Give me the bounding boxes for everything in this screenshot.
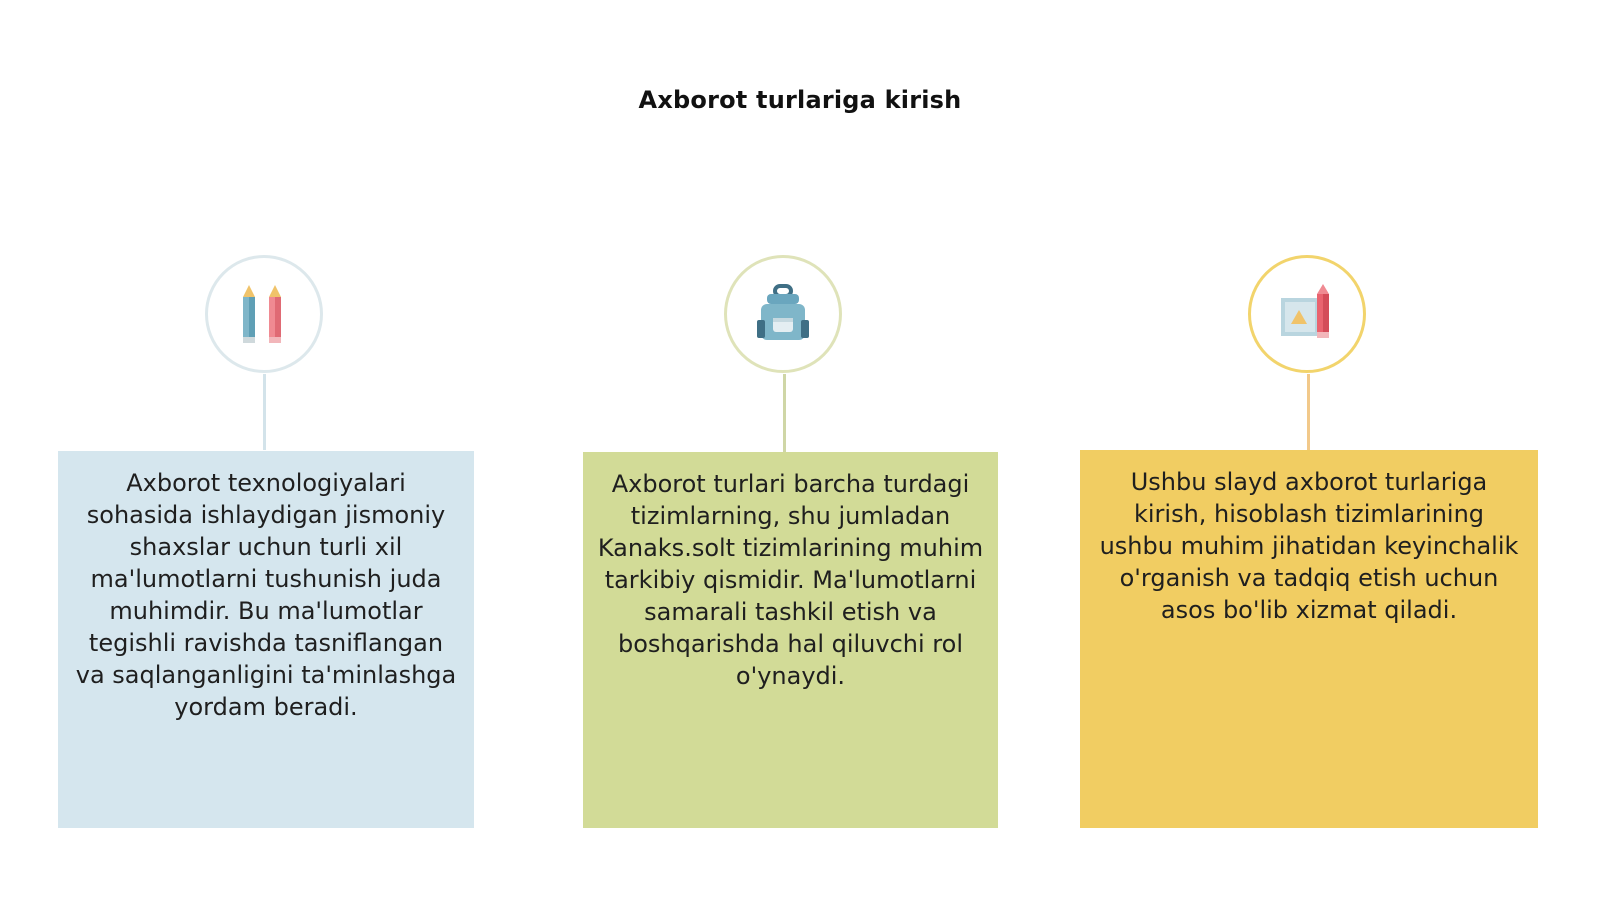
pencils-icon [239,283,289,345]
info-card-2: Axborot turlari barcha turdagi tizimlarning, shu jumladan Kanaks.solt tizimlarining muhim tarkibiy qismidir. Ma'lumotlarni samarali tashkil etish va boshqarishda hal qiluvchi rol o'ynaydi. [583,452,998,828]
icon-circle-2 [724,255,842,373]
connector-line-1 [263,374,266,450]
icon-circle-3 [1248,255,1366,373]
slide-title: Axborot turlariga kirish [638,86,962,114]
info-card-3: Ushbu slayd axborot turlariga kirish, hisoblash tizimlarining ushbu muhim jihatidan keyinchalik o'rganish va tadqiq etish uchun asos bo'lib xizmat qiladi. [1080,450,1538,828]
picture-pencil-icon [1277,284,1337,344]
connector-line-3 [1307,374,1310,450]
connector-line-2 [783,374,786,452]
icon-circle-1 [205,255,323,373]
backpack-icon [753,284,813,344]
info-card-1: Axborot texnologiyalari sohasida ishlaydigan jismoniy shaxslar uchun turli xil ma'lumotlarni tushunish juda muhimdir. Bu ma'lumotlar tegishli ravishda tasniflangan va saqlanganligini ta'minlashga yordam beradi. [58,451,474,828]
